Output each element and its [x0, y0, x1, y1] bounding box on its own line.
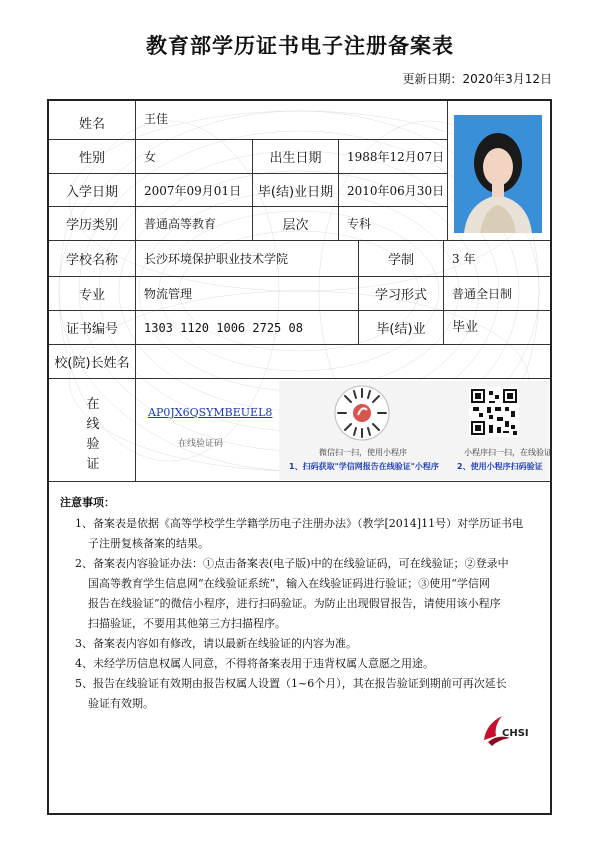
name-value: 王佳 — [144, 112, 169, 126]
update-date: 更新日期：2020年3月12日 — [402, 72, 552, 86]
note-line: 扫描验证，不要用其他第三方扫描程序。 — [88, 617, 286, 630]
chsi-logo-text: CHSI — [502, 728, 529, 739]
birth-label: 出生日期 — [269, 151, 322, 166]
name-label: 姓名 — [78, 116, 105, 132]
note-line: 1、备案表是依据《高等学校学生学籍学历电子注册办法》（教学[2014]11号）对学历证书电 — [75, 517, 524, 530]
verify-label: 在 线 验 证 — [86, 397, 100, 472]
miniprogram-code-icon — [334, 385, 390, 441]
grid-line — [447, 101, 448, 240]
qr2-hint: 小程序扫一扫，在线验证 — [464, 448, 552, 457]
major-value: 物流管理 — [144, 287, 193, 301]
note-line: 2、备案表内容验证办法：①点击备案表(电子版)中的在线验证码，可在线验证；②登录中 — [75, 557, 509, 570]
note-line: 4、未经学历信息权属人同意，不得将备案表用于违背权属人意愿之用途。 — [75, 657, 434, 670]
school-label: 学校名称 — [65, 253, 118, 268]
grid-line — [49, 481, 550, 482]
note-line: 报告在线验证”的微信小程序，进行扫码验证。为防止出现假冒报告，请使用该小程序 — [88, 597, 501, 610]
notes-title: 注意事项： — [60, 496, 115, 509]
qr1-hint: 微信扫一扫，使用小程序 — [319, 448, 407, 457]
qr-code-icon — [469, 387, 519, 437]
enroll-value: 2007年09月01日 — [144, 183, 242, 198]
chsi-logo — [480, 710, 540, 750]
form-label: 学习形式 — [374, 288, 427, 303]
document-title: 教育部学历证书电子注册备案表 — [146, 34, 454, 58]
principal-label: 校(院)长姓名 — [54, 356, 130, 371]
major-label: 专业 — [78, 288, 105, 303]
enroll-label: 入学日期 — [65, 184, 118, 200]
principal-value — [136, 345, 549, 378]
note-line: 子注册复核备案的结果。 — [88, 537, 209, 550]
grad-status-label: 毕(结)业 — [376, 322, 426, 337]
verify-code-caption: 在线验证码 — [178, 439, 224, 449]
gender-label: 性别 — [78, 151, 105, 166]
note-line: 5、报告在线验证有效期由报告权属人设置（1~6个月），其在报告验证到期前可再次延长 — [75, 677, 507, 690]
note-line: 国高等教育学生信息网“在线验证系统”，输入在线验证码进行验证；③使用“学信网 — [88, 577, 490, 590]
qr2-caption: 2、使用小程序扫码验证 — [457, 462, 543, 471]
edu-type-value: 普通高等教育 — [144, 217, 217, 231]
grad-value: 2010年06月30日 — [347, 183, 445, 198]
gender-value: 女 — [144, 150, 157, 164]
length-label: 学制 — [387, 253, 414, 268]
grad-label: 毕(结)业日期 — [257, 184, 334, 200]
edu-type-label: 学历类别 — [65, 218, 118, 233]
note-line: 验证有效期。 — [88, 697, 154, 710]
qr1-caption: 1、扫码获取"学信网报告在线验证"小程序 — [289, 462, 439, 471]
form-value: 普通全日制 — [452, 287, 513, 301]
level-label: 层次 — [282, 218, 309, 233]
birth-value: 1988年12月07日 — [347, 150, 445, 164]
grad-status-value: 毕业 — [452, 320, 479, 335]
qr-panel — [279, 381, 552, 480]
school-value: 长沙环境保护职业技术学院 — [144, 252, 289, 266]
verify-code-link[interactable]: AP0JX6QSYMBEUEL8 — [148, 406, 273, 419]
note-line: 3、备案表内容如有修改，请以最新在线验证的内容为准。 — [75, 637, 357, 650]
grid-line — [49, 378, 550, 379]
cert-label: 证书编号 — [65, 322, 118, 337]
student-photo — [454, 115, 542, 233]
length-value: 3 年 — [452, 252, 476, 266]
level-value: 专科 — [347, 217, 372, 231]
cert-value: 1303 1120 1006 2725 08 — [144, 320, 303, 335]
